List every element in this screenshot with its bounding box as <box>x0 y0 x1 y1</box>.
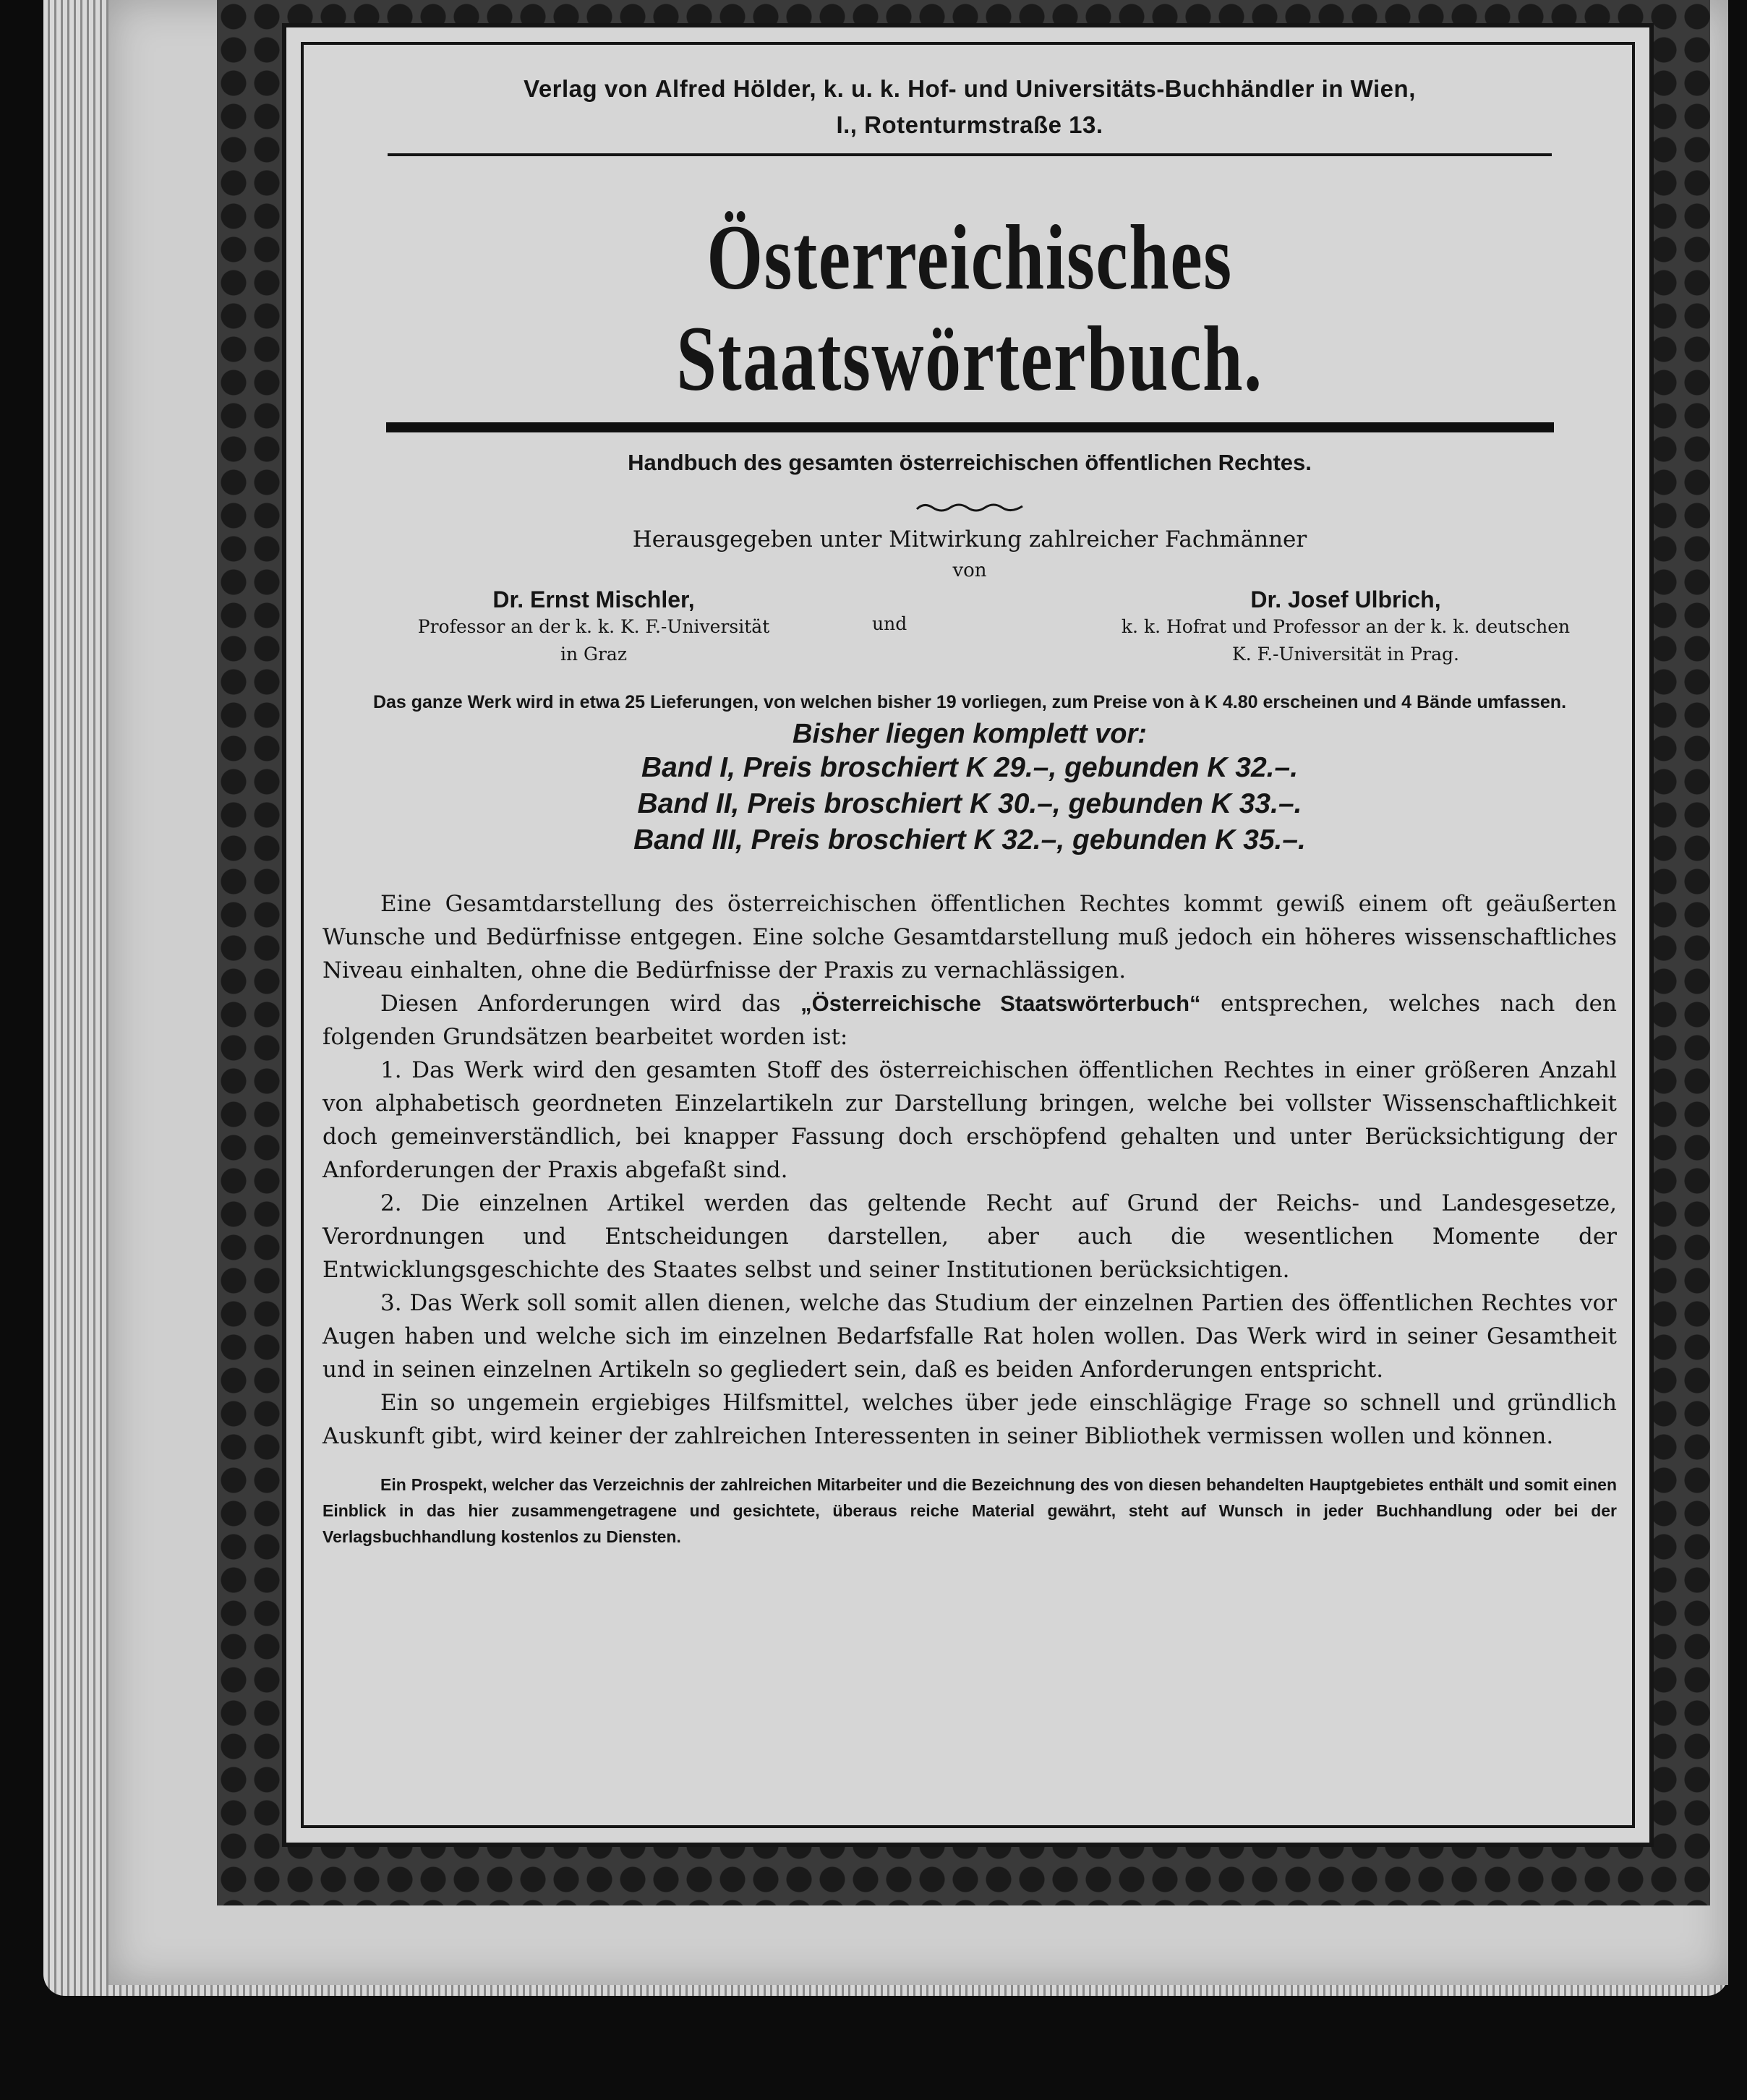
advertisement-content <box>323 71 1617 1550</box>
title-underline <box>386 422 1554 432</box>
body-text <box>323 887 1617 1453</box>
prospekt-note: Ein Prospekt, welcher das Verzeichnis der zahlreichen Mitarbeiter und die Bezeichnung des von diesen behandelten Hauptgebietes enthält und somit einen Einblick in das hier zusammengetragene und gesichtete, überaus reiche Material gewährt, steht auf Wunsch in jeder Buchhandlung oder bei der Verlagsbuchhandlung kostenlos zu Diensten. <box>323 1475 1617 1546</box>
band-price-3: Band III, Preis broschiert K 32.–, gebunden K 35.–. <box>633 824 1306 855</box>
editor-right-name: Dr. Josef Ulbrich, <box>1250 586 1441 612</box>
editor-left-name: Dr. Ernst Mischler, <box>492 586 695 612</box>
header-divider <box>388 153 1552 156</box>
swash-ornament <box>915 500 1024 515</box>
paragraph-4: 2. Die einzelnen Artikel werden das geltende Recht auf Grund der Reichs- und Landesgesetze, Verordnungen und Entscheidungen darstellen, aber auch die wesentlichen Momente der Entwicklungsgeschichte des Staates selbst und seiner Institutionen berücksichtigen. <box>323 1190 1617 1283</box>
paragraph-2-book-title: „Österreichische Staatswörterbuch“ <box>800 991 1201 1016</box>
band-price-2: Band II, Preis broschiert K 30.–, gebunden K 33.–. <box>637 788 1302 819</box>
publisher-line <box>323 71 1617 143</box>
publisher-name: Alfred Hölder, <box>654 75 817 102</box>
available-heading: Bisher liegen komplett vor: <box>793 719 1147 749</box>
editor-left-city: in Graz <box>560 644 628 665</box>
page-title: Österreichisches Staatswörterbuch. <box>676 206 1263 410</box>
editors-block <box>323 586 1617 680</box>
delivery-notice: Das ganze Werk wird in etwa 25 Lieferungen, von welchen bisher 19 vorliegen, zum Preise von à K 4.80 erscheinen und 4 Bände umfassen. <box>372 692 1567 712</box>
editor-right-affiliation: k. k. Hofrat und Professor an der k. k. deutschen <box>1121 616 1571 637</box>
advertisement-panel <box>282 23 1654 1847</box>
paragraph-2 <box>323 987 1617 1054</box>
paragraph-2-end: entsprechen, welches nach den folgenden Grundsätzen bearbeitet worden ist: <box>323 991 1617 1050</box>
editor-right <box>1075 586 1617 668</box>
publisher-prefix: Verlag von <box>524 75 649 102</box>
publisher-address: I., Rotenturmstraße 13. <box>836 111 1103 138</box>
und-label: und <box>872 613 907 634</box>
ornamental-border <box>217 0 1710 1905</box>
von-label: von <box>952 560 987 581</box>
paragraph-1: Eine Gesamtdarstellung des österreichischen öffentlichen Rechtes kommt gewiß einem oft geäußerten Wunsche und Bedürfnisse entgegen. Eine solche Gesamtdarstellung muß jedoch ein höheres wissenschaftliches Niveau einhalten, ohne die Bedürfnisse der Praxis zu vernachlässigen. <box>323 891 1617 983</box>
editor-left <box>359 586 829 668</box>
editors-intro: Herausgegeben unter Mitwirkung zahlreicher Fachmänner <box>632 526 1307 552</box>
publisher-title: k. u. k. Hof- und Universitäts-Buchhändler in Wien, <box>823 75 1416 102</box>
editor-left-affiliation: Professor an der k. k. K. F.-Universität <box>417 616 770 637</box>
band-price-1: Band I, Preis broschiert K 29.–, gebunden K 32.–. <box>641 752 1299 783</box>
paragraph-6: Ein so ungemein ergiebiges Hilfsmittel, welches über jede einschlägige Frage so schnell und gründlich Auskunft gibt, wird keiner der zahlreichen Interessenten in seiner Bibliothek vermissen wollen und können. <box>323 1390 1617 1449</box>
editor-right-city: K. F.-Universität in Prag. <box>1232 644 1459 665</box>
subtitle: Handbuch des gesamten österreichischen öffentlichen Rechtes. <box>628 450 1312 475</box>
paragraph-3: 1. Das Werk wird den gesamten Stoff des österreichischen öffentlichen Rechtes in einer größeren Anzahl von alphabetisch geordneten Einzelartikeln zur Darstellung bringen, welche bei vollster Wissenschaftlichkeit doch gemeinverständlich, bei knapper Fassung doch erschöpfend gehalten und unter Berücksichtigung der Anforderungen der Praxis abgefaßt sind. <box>323 1057 1617 1183</box>
paragraph-5: 3. Das Werk soll somit allen dienen, welche das Studium der einzelnen Partien des öffentlichen Rechtes vor Augen haben und welche sich im einzelnen Bedarfsfalle Rat holen wollen. Das Werk wird in seiner Gesamtheit und in seinen einzelnen Artikeln so gegliedert sein, daß es beiden Anforderungen entspricht. <box>323 1290 1617 1383</box>
paragraph-2-start: Diesen Anforderungen wird das <box>380 991 781 1017</box>
